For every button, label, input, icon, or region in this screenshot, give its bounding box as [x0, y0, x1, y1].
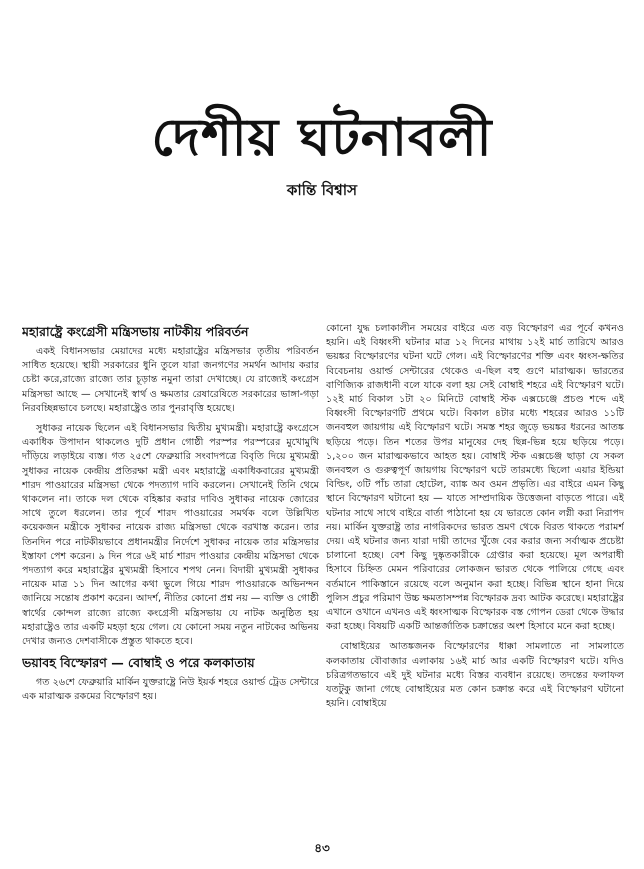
paragraph: গত ২৬শে ফেব্রুয়ারি মার্কিন যুক্তরাষ্ট্রে নিউ ইয়র্ক শহরে ওয়ার্ল্ড ট্রেড সেন্টারে এক মারাত্মক রকমের বিস্ফোরণ হয়।	[22, 677, 319, 703]
left-column	[22, 322, 319, 850]
paragraph: বোম্বাইয়ের আতঙ্কজনক বিস্ফোরণের ধাক্কা সামলাতে না সামলাতে কলকাতায় বৌবাজার এলাকায় ১৬ই মার্চ আর একটি বিস্ফোরণ ঘটে। যদিও চরিত্রগতভাবে এই দুই ঘটনার মধ্যে বিস্তর ব্যবধান রয়েছে। তদন্তের ফলাফল যতটুকু জানা গেছে বোম্বাইয়ের মত কোন চক্রান্ত করে এই বিস্ফোরণ ঘটানো হয়নি। বোম্বাইয়ে	[326, 641, 624, 710]
paragraph: কোনো যুদ্ধ চলাকালীন সময়ের বাইরে এত বড় বিস্ফোরণ এর পূর্বে কখনও হয়নি। এই বিধ্বংসী ঘটনার মাত্র ১২ দিনের মাথায় ১২ই মার্চ তারিখে আরও ভয়ঙ্কর বিস্ফোরণের ঘটনা ঘটে গেল। এই বিস্ফোরণের শক্তি এবং ধ্বংস-ক্ষতির বিবেচনায় ওয়ার্ল্ড সেন্টারের থেকেও এ-ছিল বহু গুণে মারাত্মক। ভারতের বাণিজ্যিক রাজধানী বলে যাকে বলা হয় সেই বোম্বাই শহরে এই বিস্ফোরণ ঘটে। ১২ই মার্চ বিকাল ১টা ২০ মিনিটে বোম্বাই স্টক এক্সচেঞ্জে প্রচণ্ড শব্দে এই বিধ্বংসী বিস্ফোরণটি প্রথমে ঘটে। বিকাল ৪টার মধ্যে শহরের আরও ১১টি জনবহুল জায়গায় এই বিস্ফোরণ ঘটে। সমস্ত শহর জুড়ে ভয়ঙ্কর ধরনের আতঙ্ক ছড়িয়ে পড়ে। তিন শতের উপর মানুষের দেহ ছিন্ন-ভিন্ন হয়ে ছড়িয়ে পড়ে। ১,২০০ জন মারাত্মকভাবে আহত হয়। বোম্বাই স্টক এক্সচেঞ্জ ছাড়া যে সকল জনবহুল ও গুরুত্বপূর্ণ জায়গায় বিস্ফোরণ ঘটে তারমধ্যে ছিলো এয়ার ইন্ডিয়া বিল্ডিং, ৩টি পাঁচ তারা হোটেল, ব্যাঙ্ক অব ওমন প্রভৃতি। এর বাইরে এমন কিছু স্থানে বিস্ফোরণ ঘটানো হয় — যাতে সাম্প্রদায়িক উত্তেজনা বাড়তে পারে। এই ঘটনার সাথে সাথে বাইরে বার্তা পাঠানো হয় যে ভারতে কোন লগ্নী করা নিরাপদ নয়। মার্কিন যুক্তরাষ্ট্র তার নাগরিকদের ভারত ভ্রমণ থেকে বিরত থাকতে পরামর্শ দেয়। এই ঘটনার জন্য যারা দায়ী তাদের খুঁজে বের করার জন্য সর্বাত্মক প্রচেষ্টা চালানো হচ্ছে। বেশ কিছু দুষ্কৃতকারীকে গ্রেপ্তার করা হয়েছে। মূল অপরাধী হিসাবে চিহ্নিত মেমন পরিবারের লোকজন ভারত থেকে পালিয়ে গেছে এবং বর্তমানে পাকিস্তানে রয়েছে বলে অনুমান করা হচ্ছে। বিভিন্ন স্থানে হানা দিয়ে পুলিস প্রচুর পরিমাণ উচ্চ ক্ষমতাসম্পন্ন বিস্ফোরক দ্রব্য আটক করেছে। মহারাষ্ট্রের এখানে ওখানে এখনও এই ধ্বংসাত্মক বিস্ফোরক বস্ত গোপন ডেরা থেকে উদ্ধার করা হচ্ছে। বিষয়টি একটি আন্তর্জাতিক চক্রান্তের অংশ হিসাবে মনে করা হচ্ছে।	[326, 323, 624, 633]
article-title: দেশীয় ঘটনাবলী	[151, 108, 493, 168]
paragraph: একই বিধানসভার মেয়াদের মধ্যে মহারাষ্ট্রের মন্ত্রিসভার তৃতীয় পরিবর্তন সাধিত হয়েছে। স্থায়ী সরকারের ধুনি তুলে যারা জনগণের সমর্থন আদায় করার চেষ্টা করে,রাজ্যে রাজ্যে তার চূড়ান্ত নমুনা তারা দেখাচ্ছে। যে রাজ্যেই কংগ্রেস মন্ত্রিসভা আছে — সেখানেই স্বার্থ ও ক্ষমতার রেষারেষিতে সরকারের ভাঙ্গা-গড়া নিরবচ্ছিন্নভাবে চলছে। মহারাষ্ট্রেও তার পুনরাবৃত্তি হয়েছে।	[22, 346, 319, 414]
section-heading-explosion: ভয়াবহ বিস্ফোরণ — বোম্বাই ও পরে কলকাতায়	[22, 655, 255, 671]
section-heading-maharashtra: মহারাষ্ট্রে কংগ্রেসী মন্ত্রিসভায় নাটকীয় পরিবর্তন	[22, 324, 249, 339]
page-number: ৪৩	[314, 841, 330, 855]
right-column	[326, 322, 624, 850]
author-name: কান্তি বিশ্বাস	[286, 181, 358, 199]
paragraph: সুধাকর নায়েক ছিলেন এই বিধানসভার দ্বিতীয় মুখ্যমন্ত্রী। মহারাষ্ট্রে কংগ্রেসে একাধিক উপাদান থাকলেও দুটি প্রধান গোষ্ঠী পরস্পর পরস্পরের মুখোমুখি দাঁড়িয়ে লড়াইয়ে ব্যস্ত। গত ২৫শে ফেব্রুয়ারি সংবাদপত্রে বিবৃতি দিয়ে মুখ্যমন্ত্রী সুধাকর নায়েক কেন্দ্রীয় প্রতিরক্ষা মন্ত্রী এবং মহারাষ্ট্রে একাধিকবারের মুখ্যমন্ত্রী শারদ পাওয়ারের মন্ত্রিসভা থেকে পদত্যাগ দাবি করলেন। সেখানেই তিনি থেমে থাকলেন না। তাকে দল থেকে বহিষ্কার করার দাবিও সুধাকর নায়েক জোরের সাথে তুলে ধরলেন। তার পূর্বে শারদ পাওয়ারের সমর্থক বলে উল্লিখিত কয়েকজন মন্ত্রীকে সুধাকর নায়েক রাজ্য মন্ত্রিসভা থেকে বরখাস্ত করেন। তার তিনদিন পরে নাটকীয়ভাবে প্রধানমন্ত্রীর নির্দেশে সুধাকর নায়েক তার মন্ত্রিসভার ইস্তাফা পেশ করেন। ৯ দিন পরে ৬ই মার্চ শারদ পাওয়ার কেন্দ্রীয় মন্ত্রিসভা থেকে পদত্যাগ করে মহারাষ্ট্রের মুখ্যমন্ত্রী হিসাবে শপথ নেন। বিদায়ী মুখ্যমন্ত্রী সুধাকর নায়েক মাত্র ১১ দিন আগের কথা ভুলে গিয়ে শারদ পাওয়ারকে অভিনন্দন জানিয়ে সন্তোষ প্রকাশ করেন। আদর্শ, নীতির কোনো প্রশ্ন নয় — ব্যক্তি ও গোষ্ঠী স্বার্থের কোন্দল রাজ্যে রাজ্যে কংগ্রেসী মন্ত্রিসভায় যে নাটক অনুষ্ঠিত হয় মহারাষ্ট্রেও তার একটি মহড়া হয়ে গেল। যে কোনো সময় নতুন নাটকের অভিনয় দেখার জন্যও দেশবাসীকে প্রস্তুত থাকতে হবে।	[22, 423, 319, 648]
